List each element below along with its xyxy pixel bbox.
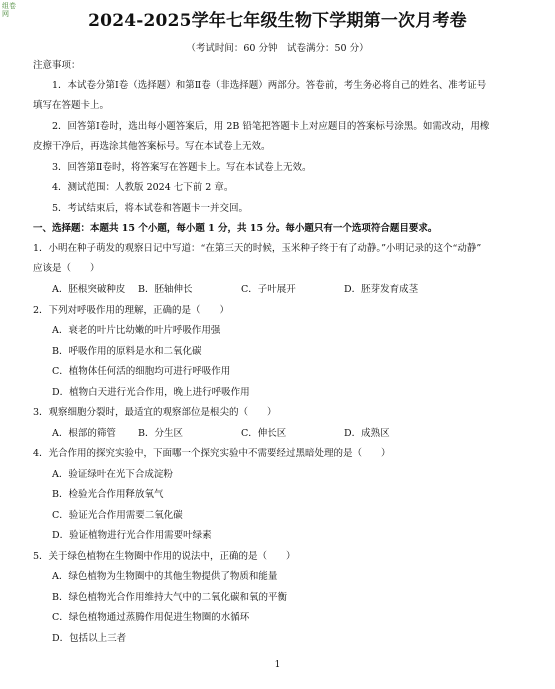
option-a: A．绿色植物为生物圈中的其他生物提供了物质和能量	[52, 571, 278, 582]
option-c: C．绿色植物通过蒸腾作用促进生物圈的水循环	[52, 612, 250, 623]
question-stem: 2．下列对呼吸作用的理解，正确的是（ ）	[33, 305, 230, 316]
option-d: D．成熟区	[344, 428, 390, 439]
option-d: D．包括以上三者	[52, 633, 127, 644]
option-b: B．检验光合作用释放氧气	[52, 489, 164, 500]
option-d: D．胚芽发育成茎	[344, 284, 419, 295]
option-a: A．根部的筛管	[52, 428, 116, 439]
option-a: A．验证绿叶在光下合成淀粉	[52, 469, 173, 480]
option-d: D．验证植物进行光合作用需要叶绿素	[52, 530, 212, 541]
options-row	[52, 428, 532, 440]
option-c: C．植物体任何活的细胞均可进行呼吸作用	[52, 366, 231, 377]
watermark-logo: 组卷 网	[2, 2, 16, 18]
option-c: C．伸长区	[241, 428, 287, 439]
option-b: B．呼吸作用的原料是水和二氧化碳	[52, 346, 202, 357]
options-row	[52, 284, 532, 296]
question-stem: 1．小明在种子萌发的观察日记中写道：“在第三天的时候，玉米种子终于有了动静。”小明记录的这个“动静”	[33, 243, 482, 254]
option-a: A．衰老的叶片比幼嫩的叶片呼吸作用强	[52, 325, 221, 336]
option-b: B．胚轴伸长	[138, 284, 193, 295]
option-c: C．子叶展开	[241, 284, 296, 295]
note-line: 填写在答题卡上。	[33, 100, 110, 111]
question-stem: 3．观察细胞分裂时，最适宜的观察部位是根尖的（ ）	[33, 407, 277, 418]
question-stem: 4．光合作用的探究实验中，下面哪一个探究实验中不需要经过黑暗处理的是（ ）	[33, 448, 391, 459]
note-line: 5．考试结束后，将本试卷和答题卡一并交回。	[52, 203, 249, 214]
option-c: C．验证光合作用需要二氧化碳	[52, 510, 183, 521]
note-line: 皮擦干净后，再选涂其他答案标号。写在本试卷上无效。	[33, 141, 271, 152]
note-line: 1．本试卷分第Ⅰ卷（选择题）和第Ⅱ卷（非选择题）两部分。答卷前，考生务必将自己的姓名、准考证号	[52, 80, 487, 91]
question-stem: 5．关于绿色植物在生物圈中作用的说法中，正确的是（ ）	[33, 551, 296, 562]
exam-info: （考试时间：60 分钟 试卷满分：50 分）	[186, 43, 369, 54]
page-number: 1	[274, 660, 281, 670]
option-b: B．分生区	[138, 428, 183, 439]
option-b: B．绿色植物光合作用维持大气中的二氧化碳和氧的平衡	[52, 592, 287, 603]
notes-heading: 注意事项：	[33, 60, 81, 71]
option-a: A．胚根突破种皮	[52, 284, 126, 295]
note-line: 4．测试范围：人教版 2024 七下前 2 章。	[52, 182, 234, 193]
note-line: 2．回答第Ⅰ卷时，选出每小题答案后，用 2B 铅笔把答题卡上对应题目的答案标号涂黑。如需改动，用橡	[52, 121, 490, 132]
page-title: 2024-2025学年七年级生物下学期第一次月考卷	[88, 11, 467, 31]
section-heading: 一、选择题：本题共 15 个小题，每小题 1 分，共 15 分。每小题只有一个选项符合题目要求。	[33, 223, 438, 234]
question-stem: 应该是（ ）	[33, 263, 100, 274]
note-line: 3．回答第Ⅱ卷时，将答案写在答题卡上。写在本试卷上无效。	[52, 162, 312, 173]
option-d: D．植物白天进行光合作用，晚上进行呼吸作用	[52, 387, 250, 398]
